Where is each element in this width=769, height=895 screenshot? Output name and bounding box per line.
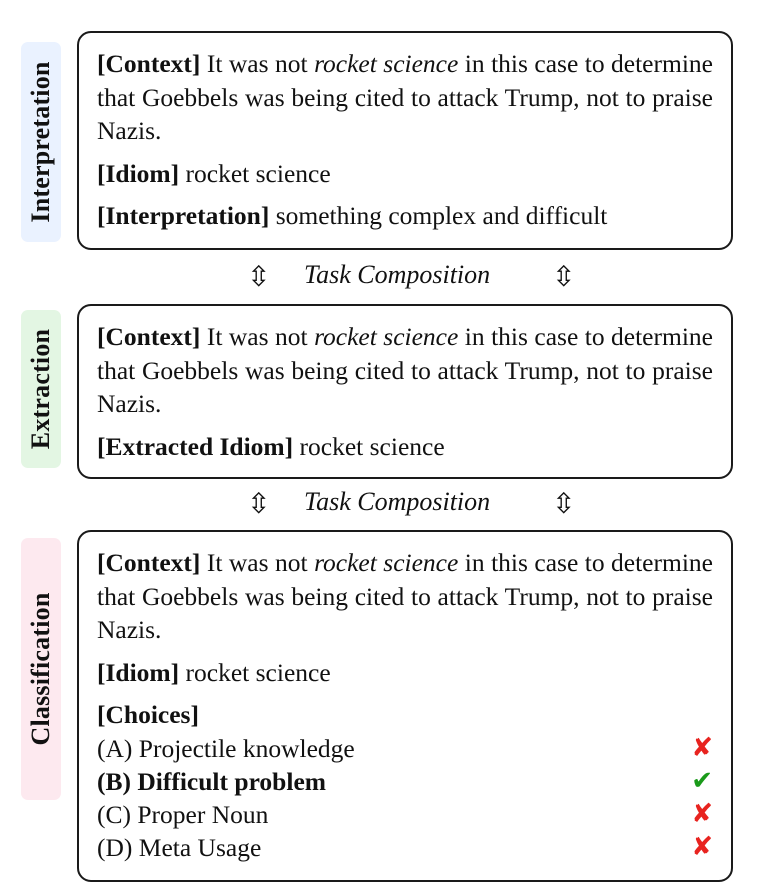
up-down-arrow-icon: ⇳ xyxy=(247,487,271,520)
interpretation-value: something complex and difficult xyxy=(269,201,608,230)
up-down-arrow-icon: ⇳ xyxy=(552,260,576,293)
context-pre: It was not xyxy=(200,548,315,577)
context-tag: [Context] xyxy=(97,322,201,351)
task-composition-2 xyxy=(230,487,590,521)
interpretation-context xyxy=(97,47,713,148)
classification-label xyxy=(21,538,61,800)
classification-idiom xyxy=(97,656,713,690)
check-icon: ✔ xyxy=(691,765,713,796)
interpretation-label xyxy=(21,42,61,242)
choice-a xyxy=(97,732,713,765)
context-pre: It was not xyxy=(200,49,315,78)
interpretation-idiom xyxy=(97,157,713,191)
extracted-idiom-tag: [Extracted Idiom] xyxy=(97,431,294,461)
interpretation-box xyxy=(77,31,733,250)
choice-c xyxy=(97,798,713,831)
choice-text: (A) Projectile knowledge xyxy=(97,733,355,763)
context-post: in this case to determine that Goebbels was being cited to attack Trump, not to praise Nazis. xyxy=(97,548,713,644)
task-composition-text: Task Composition xyxy=(304,487,491,516)
choices-tag: [Choices] xyxy=(97,700,199,729)
classification-context xyxy=(97,546,713,647)
interpretation-answer xyxy=(97,199,713,233)
cross-icon: ✘ xyxy=(691,831,713,862)
choice-text: (C) Proper Noun xyxy=(97,799,269,829)
idiom-tag: [Idiom] xyxy=(97,657,180,687)
context-idiom: rocket science xyxy=(314,548,459,577)
choice-d xyxy=(97,831,713,864)
up-down-arrow-icon: ⇳ xyxy=(247,260,271,293)
choices-heading xyxy=(97,698,713,732)
context-tag: [Context] xyxy=(97,49,201,78)
context-idiom: rocket science xyxy=(314,322,459,351)
cross-icon: ✘ xyxy=(691,798,713,829)
choice-text: (D) Meta Usage xyxy=(97,832,262,862)
context-pre: It was not xyxy=(200,322,315,351)
extracted-idiom-value: rocket science xyxy=(293,431,445,461)
cross-icon: ✘ xyxy=(691,732,713,763)
context-post: in this case to determine that Goebbels was being cited to attack Trump, not to praise Nazis. xyxy=(97,49,713,145)
extraction-label-text: Extraction xyxy=(26,328,55,450)
idiom-value: rocket science xyxy=(179,657,331,687)
choice-b xyxy=(97,765,713,798)
task-composition-text: Task Composition xyxy=(304,260,491,289)
context-tag: [Context] xyxy=(97,548,201,577)
idiom-value: rocket science xyxy=(179,158,331,188)
extraction-idiom xyxy=(97,430,713,464)
extraction-label xyxy=(21,310,61,468)
context-idiom: rocket science xyxy=(314,49,459,78)
idiom-tag: [Idiom] xyxy=(97,158,180,188)
extraction-context xyxy=(97,320,713,421)
classification-label-text: Classification xyxy=(26,592,55,746)
task-composition-1 xyxy=(230,260,590,294)
interpretation-tag: [Interpretation] xyxy=(97,201,270,230)
choice-text: (B) Difficult problem xyxy=(97,766,327,796)
classification-box xyxy=(77,530,733,882)
interpretation-label-text: Interpretation xyxy=(26,61,55,223)
context-post: in this case to determine that Goebbels was being cited to attack Trump, not to praise Nazis. xyxy=(97,322,713,418)
extraction-box xyxy=(77,304,733,479)
up-down-arrow-icon: ⇳ xyxy=(552,487,576,520)
